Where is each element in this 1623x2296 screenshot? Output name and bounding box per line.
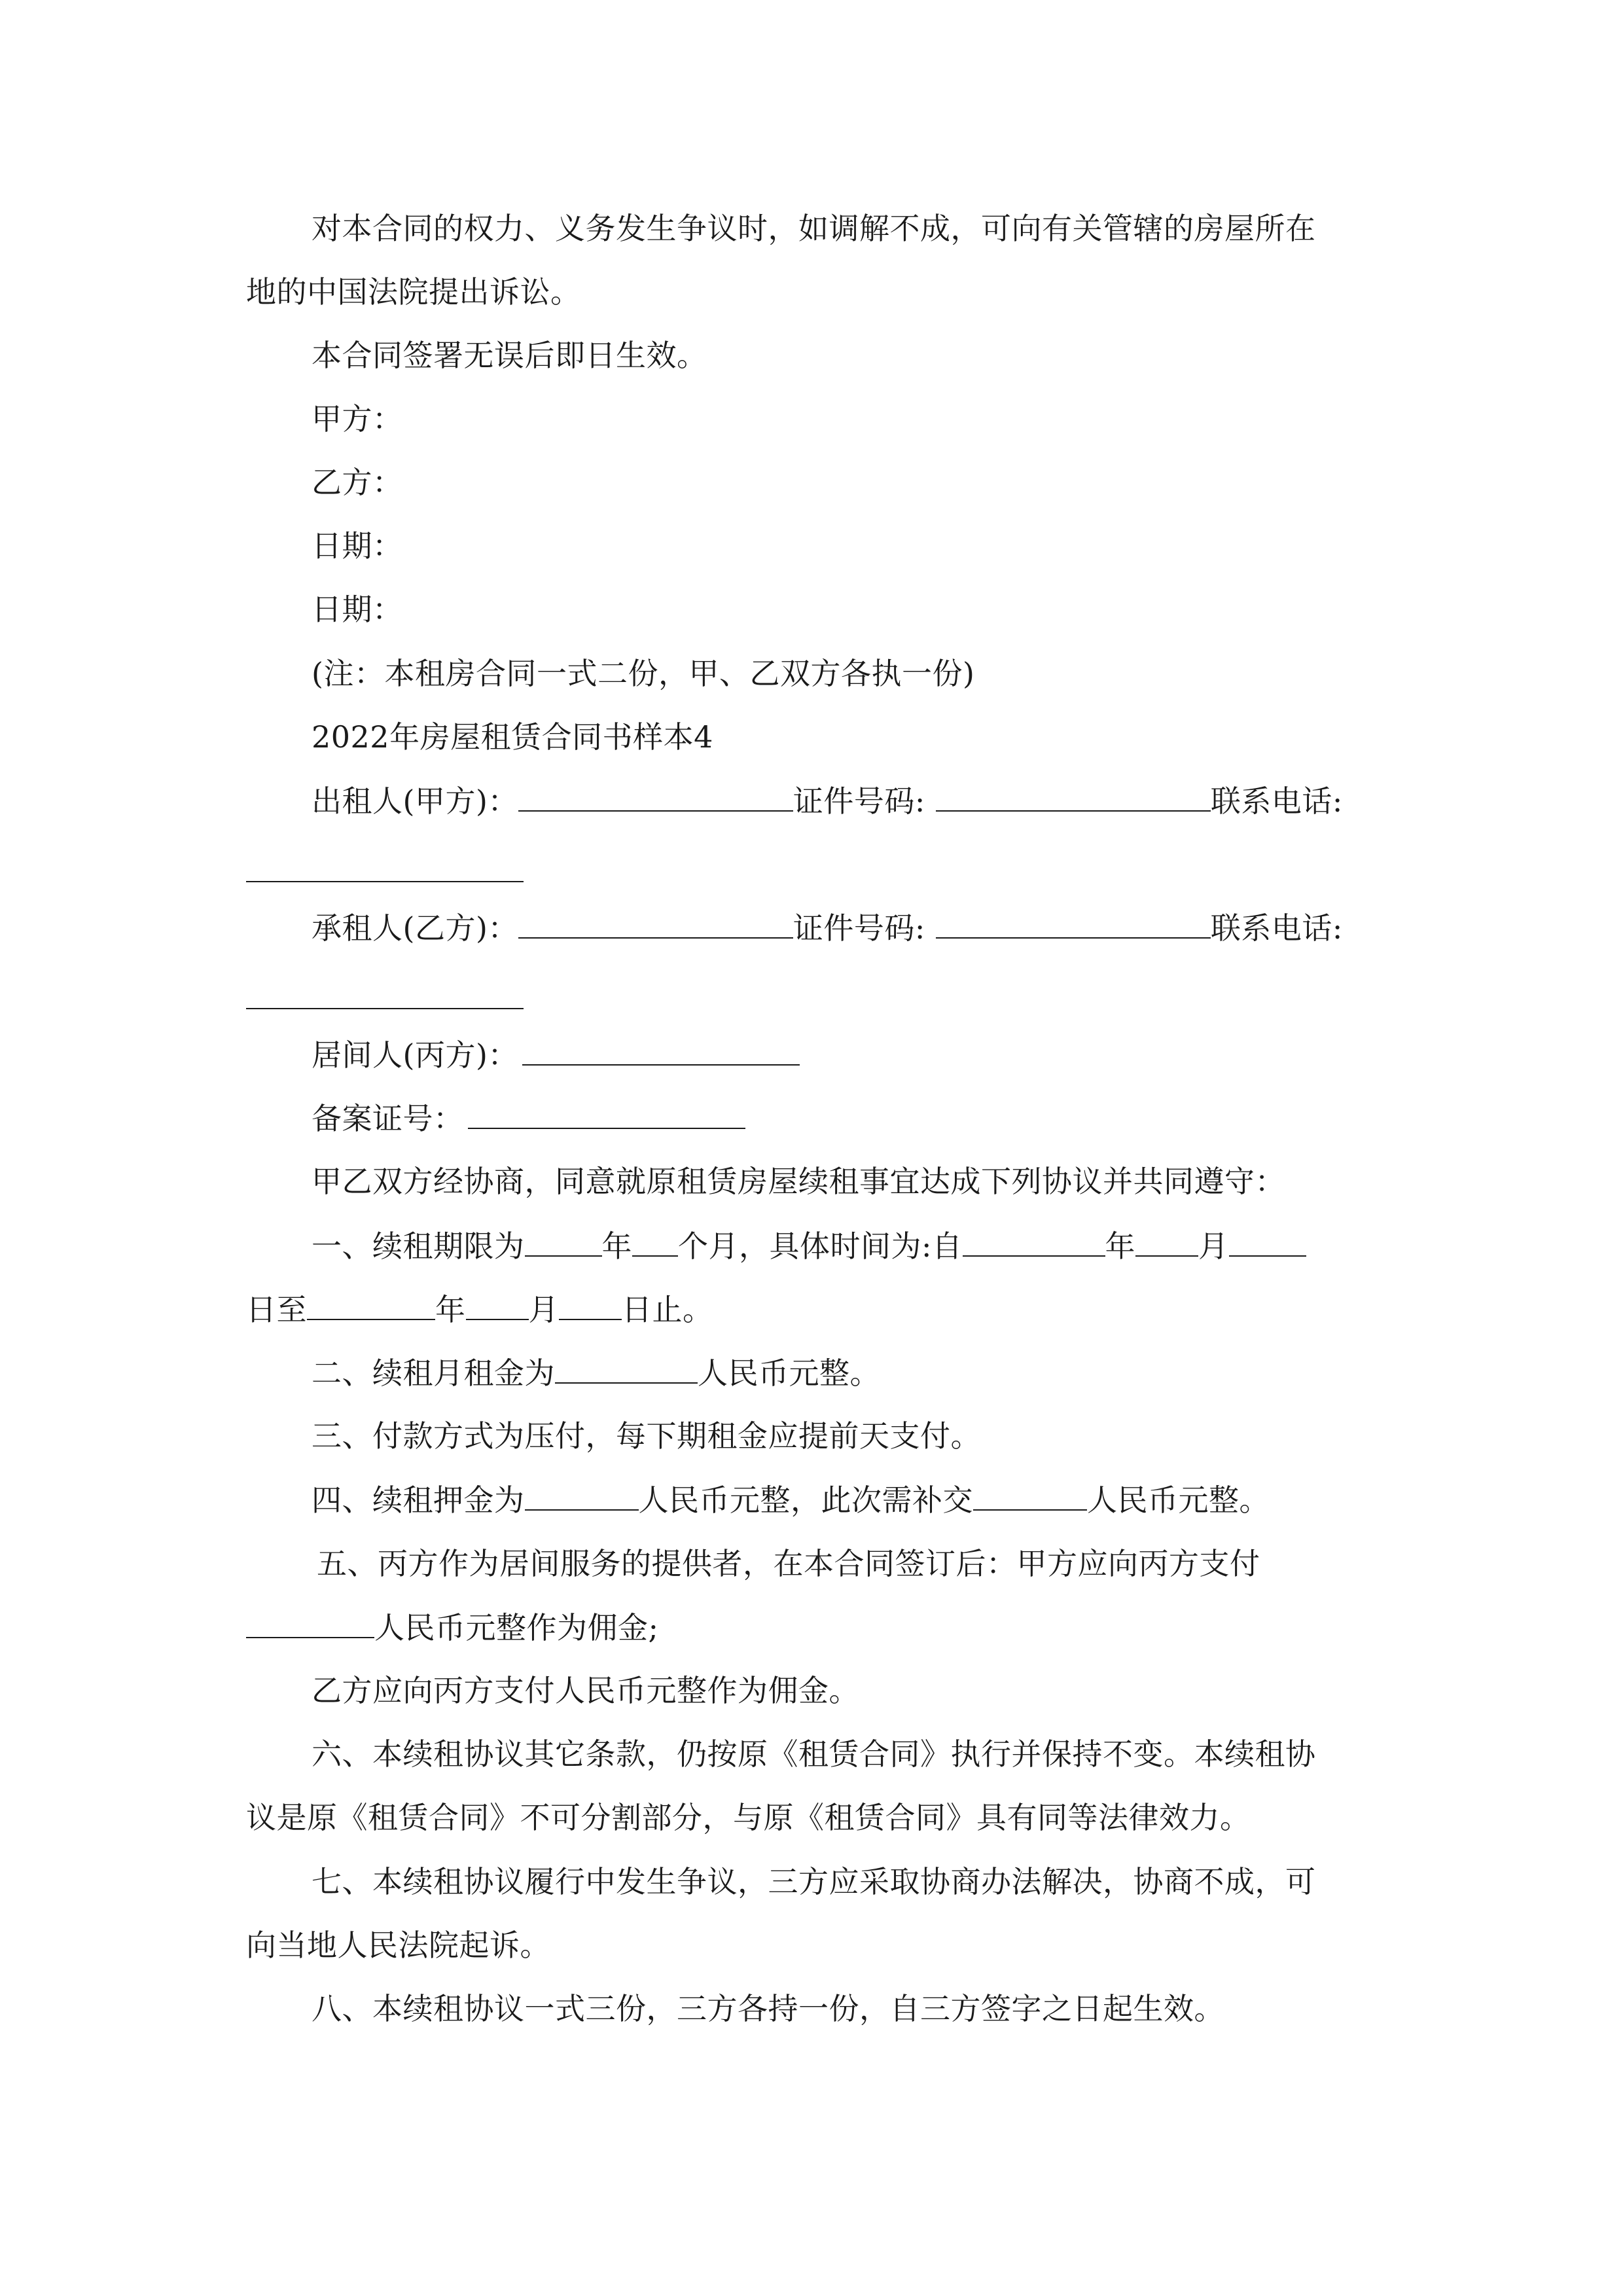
clause-4-text-a: 四、续租押金为 — [312, 1482, 525, 1518]
lessor-blank — [518, 780, 793, 812]
agreement-intro: 甲乙双方经协商，同意就原租赁房屋续租事宜达成下列协议并共同遵守： — [312, 1164, 1285, 1199]
clause-5-text: 人民币元整作为佣金; — [374, 1610, 659, 1645]
clause-5-line2 — [246, 1607, 659, 1648]
clause-1-end-year-blank — [307, 1289, 435, 1320]
clause-4-supplement-blank — [973, 1479, 1087, 1511]
filing-blank — [468, 1098, 745, 1129]
clause-2-rent-blank — [555, 1352, 698, 1384]
clause-4-text-b: 人民币元整，此次需补交 — [638, 1482, 973, 1518]
lessee-id-blank — [936, 907, 1211, 939]
lessor-line — [312, 780, 1343, 821]
party-b-label: 乙方： — [312, 465, 403, 500]
lessor-id-label: 证件号码: — [793, 783, 925, 819]
clause-5-line1: 五、丙方作为居间服务的提供者，在本合同签订后：甲方应向丙方支付 — [317, 1546, 1260, 1581]
clause-1-months-blank — [632, 1225, 678, 1257]
clause-3: 三、付款方式为压付，每下期租金应提前天支付。 — [312, 1418, 981, 1454]
clause-7-line1: 七、本续租协议履行中发生争议，三方应采取协商办法解决，协商不成，可 — [312, 1864, 1316, 1899]
lessee-label: 承租人(乙方)： — [312, 910, 518, 946]
date-label-2: 日期： — [312, 592, 403, 627]
intermediary-label: 居间人(丙方)： — [312, 1037, 518, 1073]
clause-1-text-b: 年 — [601, 1229, 632, 1264]
clause-1-text-e: 月 — [1198, 1229, 1229, 1264]
clause-2-text-b: 人民币元整。 — [698, 1355, 880, 1391]
date-label-1: 日期： — [312, 528, 403, 564]
clause-6-line2: 议是原《租赁合同》不可分割部分，与原《租赁合同》具有同等法律效力。 — [246, 1800, 1251, 1835]
clause-4-text-c: 人民币元整。 — [1087, 1482, 1270, 1518]
lessee-phone-label: 联系电话: — [1210, 910, 1343, 946]
party-a-label: 甲方： — [312, 401, 403, 437]
clause-2 — [312, 1352, 880, 1393]
clause-1-text-h: 月 — [528, 1292, 559, 1327]
lessor-phone-blank — [246, 881, 524, 882]
clause-2-text-a: 二、续租月租金为 — [312, 1355, 555, 1391]
clause-5-commission-blank — [246, 1607, 374, 1638]
clause-8: 八、本续租协议一式三份，三方各持一份，自三方签字之日起生效。 — [312, 1991, 1224, 2026]
clause-1-start-year-blank — [963, 1225, 1105, 1257]
clause-1-years-blank — [525, 1225, 602, 1257]
clause-1-end-day-blank — [559, 1289, 622, 1320]
section-title: 2022年房屋租赁合同书样本4 — [312, 719, 713, 755]
lessor-phone-label: 联系电话: — [1210, 783, 1343, 819]
clause-1-text-d: 年 — [1105, 1229, 1135, 1264]
paragraph-dispute-line1: 对本合同的权力、义务发生争议时，如调解不成，可向有关管辖的房屋所在 — [312, 211, 1316, 246]
lessor-label: 出租人(甲方)： — [312, 783, 518, 819]
paragraph-dispute-line2: 地的中国法院提出诉讼。 — [246, 274, 581, 310]
lessee-id-label: 证件号码: — [793, 910, 925, 946]
intermediary-line — [312, 1034, 800, 1075]
clause-1-text-g: 年 — [435, 1292, 466, 1327]
lessee-line — [312, 907, 1343, 948]
lessor-id-blank — [936, 780, 1211, 812]
filing-line — [312, 1098, 745, 1139]
clause-4 — [312, 1479, 1270, 1520]
clause-4-deposit-blank — [525, 1479, 639, 1511]
lessee-phone-blank — [246, 1008, 524, 1009]
clause-1-line1 — [312, 1225, 1306, 1266]
clause-1-text-a: 一、续租期限为 — [312, 1229, 525, 1264]
clause-6-line1: 六、本续租协议其它条款，仍按原《租赁合同》执行并保持不变。本续租协 — [312, 1736, 1316, 1772]
lessee-blank — [518, 907, 793, 939]
clause-1-text-c: 个月，具体时间为:自 — [678, 1229, 963, 1264]
clause-1-start-month-blank — [1135, 1225, 1198, 1257]
note-copies: (注：本租房合同一式二份，甲、乙双方各执一份) — [312, 656, 975, 691]
clause-5-line3: 乙方应向丙方支付人民币元整作为佣金。 — [312, 1673, 859, 1708]
clause-1-line2 — [246, 1289, 713, 1330]
clause-1-start-day-blank — [1229, 1225, 1306, 1257]
intermediary-blank — [522, 1034, 800, 1066]
paragraph-effective: 本合同签署无误后即日生效。 — [312, 338, 707, 373]
filing-label: 备案证号： — [312, 1101, 464, 1136]
clause-7-line2: 向当地人民法院起诉。 — [246, 1928, 550, 1963]
clause-1-text-i: 日止。 — [622, 1292, 713, 1327]
clause-1-end-month-blank — [466, 1289, 529, 1320]
clause-1-text-f: 日至 — [246, 1292, 307, 1327]
